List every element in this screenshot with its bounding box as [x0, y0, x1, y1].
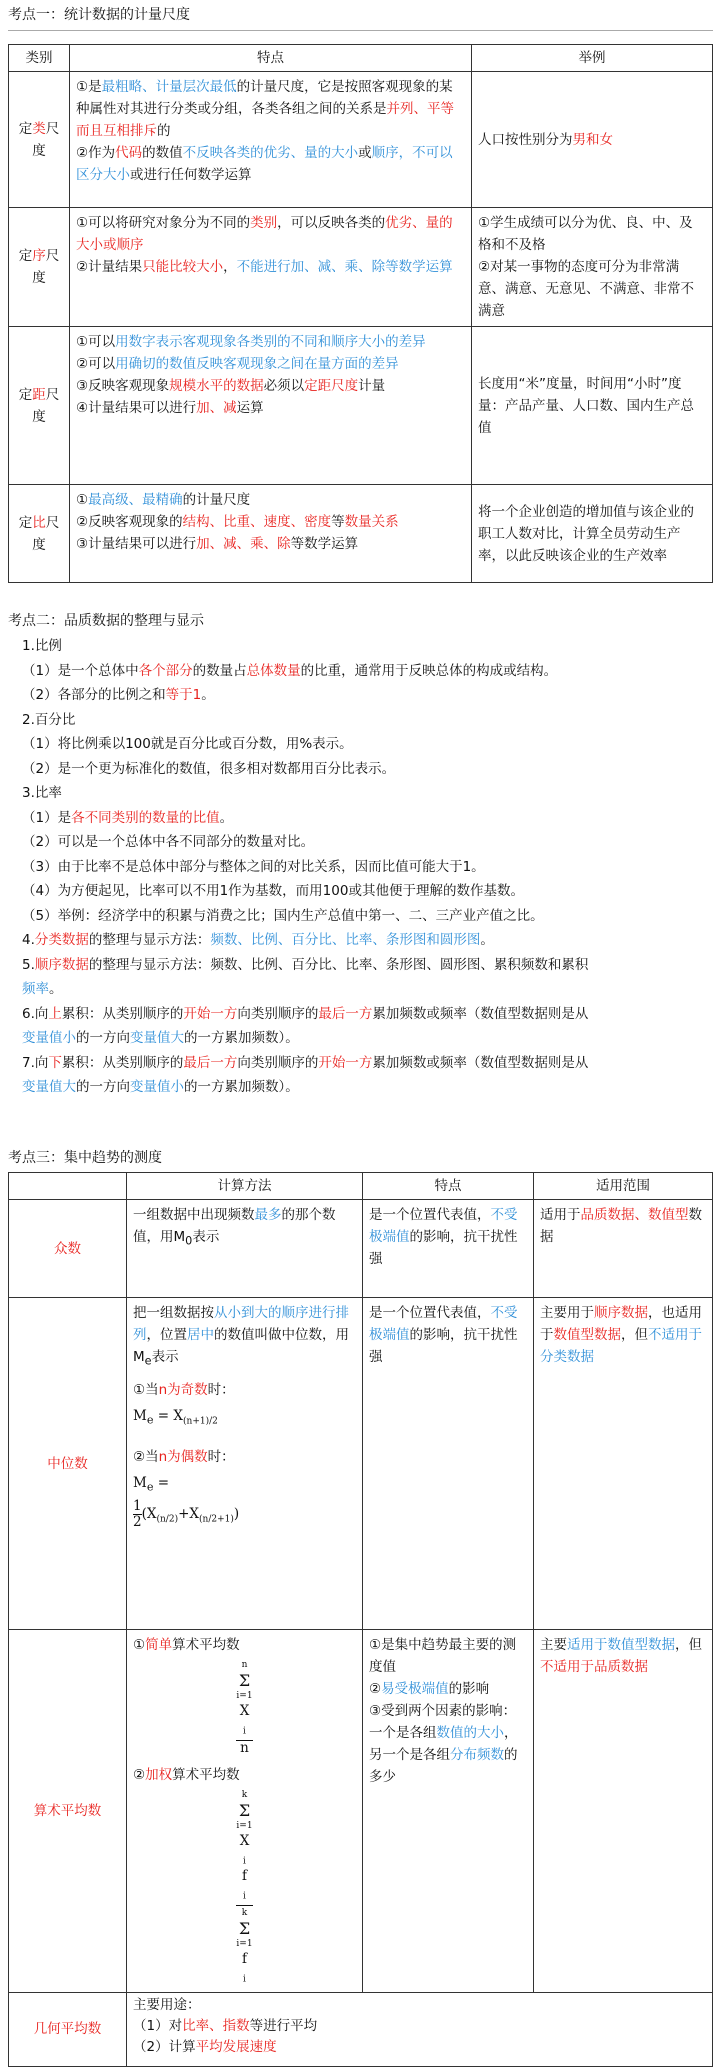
text-run: 7.向: [22, 1054, 49, 1071]
divider: [8, 30, 713, 31]
text-run: ②当: [133, 1449, 159, 1466]
header-category: 类别: [9, 45, 70, 72]
list-item: [22, 683, 709, 708]
text-run: 的影响: [448, 1681, 490, 1697]
text-run: 定: [18, 386, 33, 403]
text-line: [478, 129, 706, 151]
section2-title: 考点二：品质数据的整理与显示: [8, 613, 204, 629]
text-run: 的影响，抗干扰性强: [369, 1229, 518, 1267]
text-run: ③受到两个因素的影响：一个是各组: [369, 1703, 517, 1741]
text-run: 4.: [22, 932, 35, 948]
median-even-formula: $M_e$ = $\frac{1}{2}$ $(X_{(n/2)}+X_{(n/2+1)})$: [133, 1475, 240, 1531]
ratio-feature-cell: [70, 485, 472, 583]
highlight-text: 上: [48, 1005, 62, 1022]
text-run: 。: [201, 687, 215, 703]
text-run: ①当: [133, 1381, 159, 1398]
text-line: [76, 375, 465, 397]
ratio-scale-cell: [9, 485, 70, 583]
table-row: [9, 72, 713, 208]
highlight-text: n为偶数: [158, 1449, 208, 1466]
highlight-text: 总体数量: [246, 662, 301, 679]
text-run: 向类别顺序的: [237, 1054, 319, 1071]
highlight-text: 序: [32, 248, 46, 264]
highlight-text: 加、减、乘、除: [196, 536, 291, 552]
text-run: 定: [18, 248, 33, 264]
highlight-text: 品质数据、数值型: [580, 1207, 689, 1223]
highlight-text: 不适用于品质数据: [540, 1659, 648, 1675]
highlight-text: 开始一方: [318, 1054, 373, 1071]
highlight-text: 比: [32, 514, 46, 531]
text-run: 的数值叫做中位数，用M: [133, 1327, 349, 1365]
highlight-text: 不适用于分类数据: [540, 1327, 702, 1365]
highlight-text: 易受极端值: [381, 1681, 449, 1697]
text-run: 主要用途：: [133, 1996, 201, 2013]
text-line: [76, 353, 465, 375]
text-run: 0: [185, 1234, 193, 1248]
text-run: 频数、比例、百分比、比率、条形图、圆形图、累积频数和累积: [210, 956, 589, 973]
text-run: 6.向: [22, 1005, 49, 1022]
highlight-text: 变量值小: [22, 1030, 76, 1046]
text-line: [133, 2037, 706, 2058]
list-item: [22, 1002, 709, 1027]
text-run: ②: [133, 1766, 146, 1783]
text-run: 定: [18, 120, 33, 137]
text-line: [478, 501, 706, 567]
text-run: ，另一个是各组: [369, 1725, 518, 1763]
text-line: [369, 1204, 527, 1270]
text-run: 。: [480, 932, 494, 948]
highlight-text: 不受极端值: [369, 1305, 518, 1343]
text-line: [369, 1302, 527, 1368]
text-run: 累积：从类别顺序的: [61, 1054, 184, 1071]
text-line: [76, 511, 465, 533]
text-run: ④计量结果可以进行: [76, 400, 197, 416]
mean-feature: [363, 1630, 534, 1993]
text-line: [478, 373, 706, 439]
text-run: ②对某一事物的态度可分为非常满意、满意、无意见、不满意、非常不满意: [478, 259, 694, 319]
header-feature: 特点: [363, 1173, 534, 1200]
text-line: [76, 331, 465, 353]
median-name: 中位数: [9, 1298, 127, 1630]
header-blank: [9, 1173, 127, 1200]
highlight-text: 变量值大: [130, 1030, 184, 1046]
text-line: [540, 1302, 706, 1368]
highlight-text: 各不同类别的数量的比值: [71, 809, 220, 826]
list-item: [22, 1075, 709, 1100]
text-line: [540, 1634, 706, 1678]
text-line: [133, 1995, 706, 2016]
central-tendency-table: [8, 1172, 713, 2067]
text-run: 或进行任何数学运算: [130, 167, 252, 183]
text-run: （1）是: [22, 809, 72, 826]
highlight-text: 顺序数据: [594, 1305, 648, 1321]
text-line: [133, 1204, 356, 1253]
text-run: （2）各部分的比例之和: [22, 687, 166, 703]
text-run: 时：: [207, 1381, 235, 1398]
text-line: [540, 1204, 706, 1248]
text-run: 的多少: [369, 1747, 518, 1785]
text-run: 累积：从类别顺序的: [61, 1005, 184, 1022]
text-run: 的影响，抗干扰性强: [369, 1327, 518, 1365]
text-run: 累加频数或频率（数值型数据则是从: [372, 1005, 589, 1022]
mode-scope: [534, 1200, 713, 1298]
text-run: 的比重，通常用于反映总体的构成或结构。: [300, 662, 558, 679]
text-run: ①是集中趋势最主要的测度值: [369, 1637, 517, 1675]
text-run: 1.比例: [22, 638, 62, 654]
text-run: 5.: [22, 956, 35, 973]
highlight-text: 只能比较大小: [142, 259, 224, 275]
scale-table: [8, 44, 713, 583]
text-run: 是一个位置代表值，: [369, 1207, 491, 1223]
list-item: [22, 1026, 709, 1051]
text-run: 运算: [236, 400, 264, 416]
nominal-feature-cell: [70, 72, 472, 208]
text-run: 尺度: [32, 248, 60, 286]
text-run: ，但: [675, 1637, 702, 1653]
list-item: [22, 928, 709, 953]
mode-method: [127, 1200, 363, 1298]
highlight-text: 适用于数值型数据: [567, 1637, 675, 1653]
text-line: [369, 1700, 527, 1788]
text-line: [133, 2016, 706, 2037]
interval-scale-cell: [9, 327, 70, 485]
highlight-text: 下: [48, 1054, 62, 1071]
text-run: 的计量尺度，它是按照客观现象的某种属性对其进行分类或分组，各类各组之间的关系是: [76, 79, 453, 117]
highlight-text: 变量值大: [22, 1079, 76, 1095]
text-run: 的一方向: [76, 1079, 130, 1095]
highlight-text: 不受极端值: [369, 1207, 518, 1245]
text-line: [76, 533, 465, 555]
text-run: ，也适用于: [540, 1305, 702, 1343]
header-scope: 适用范围: [534, 1173, 713, 1200]
median-scope: [534, 1298, 713, 1630]
text-run: ，可以反映各类的: [277, 215, 386, 231]
interval-feature-cell: [70, 327, 472, 485]
text-run: ①: [76, 492, 89, 508]
text-run: ①: [133, 1637, 146, 1653]
text-run: ③反映客观现象: [76, 378, 170, 394]
highlight-text: 定距尺度: [304, 378, 359, 394]
text-run: 的那个数值，用M: [133, 1207, 336, 1245]
geometric-mean-name: 几何平均数: [9, 1992, 127, 2066]
qualitative-data-list: [22, 634, 709, 1100]
ratio-example-cell: [472, 485, 713, 583]
text-run: （1）是一个总体中: [22, 662, 139, 679]
text-run: ，但: [621, 1327, 648, 1343]
list-item: [22, 855, 709, 880]
text-run: （3）由于比率不是总体中部分与整体之间的对比关系，因而比值可能大于1。: [22, 858, 485, 875]
text-run: ②反映客观现象的: [76, 514, 183, 530]
highlight-text: 最后一方: [183, 1054, 238, 1071]
text-run: 主要用于: [540, 1305, 594, 1321]
text-run: 的一方累加频数）。: [184, 1079, 299, 1095]
text-run: （2）可以是一个总体中各不同部分的数量对比。: [22, 834, 315, 850]
text-line: [133, 1302, 356, 1373]
highlight-text: 最粗略、计量层次最低: [101, 79, 237, 95]
mean-method: [127, 1630, 363, 1993]
geometric-mean-usage: [127, 1992, 713, 2066]
highlight-text: 频数、比例、百分比、比率、条形图和圆形图: [210, 932, 481, 948]
text-run: 的数值: [142, 145, 183, 161]
text-run: 适用于: [540, 1207, 581, 1223]
highlight-text: 类别: [250, 215, 278, 231]
text-run: ①可以: [76, 334, 116, 350]
text-run: （4）为方便起见，比率可以不用1作为基数，而用100或其他便于理解的数作基数。: [22, 883, 524, 899]
highlight-text: 各个部分: [138, 662, 193, 679]
nominal-example-cell: [472, 72, 713, 208]
highlight-text: 平均发展速度: [195, 2038, 277, 2055]
text-line: [369, 1678, 527, 1700]
mean-scope: [534, 1630, 713, 1993]
text-run: 数据: [540, 1207, 702, 1245]
highlight-text: 频率: [22, 981, 49, 997]
text-line: [369, 1634, 527, 1678]
text-run: 的数量占: [192, 662, 247, 679]
highlight-text: 顺序，不可以区分大小: [76, 145, 453, 183]
text-run: 。: [219, 809, 234, 826]
text-run: ①是: [76, 79, 102, 95]
highlight-text: 数值型数据: [553, 1327, 621, 1343]
highlight-text: 加权: [145, 1766, 173, 1783]
list-item: [22, 879, 709, 904]
text-run: 算术平均数: [172, 1637, 240, 1653]
text-line: [76, 489, 465, 511]
highlight-text: 代码: [115, 145, 143, 161]
text-run: 一组数据中出现频数: [133, 1207, 255, 1223]
highlight-text: 用数字表示客观现象各类别的不同和顺序大小的差异: [115, 334, 426, 350]
list-item: [22, 757, 709, 782]
text-line: [76, 76, 465, 142]
highlight-text: 从小到大的顺序进行排列: [133, 1305, 349, 1343]
highlight-text: 距: [32, 386, 46, 403]
table-row: [9, 1630, 713, 1993]
text-run: 尺度: [32, 386, 60, 425]
mean-name: 算术平均数: [9, 1630, 127, 1993]
text-run: 把一组数据按: [133, 1305, 214, 1321]
text-run: 尺度: [32, 514, 60, 553]
section3-title: 考点三：集中趋势的测度: [8, 1150, 162, 1166]
list-item: [22, 830, 709, 855]
text-run: ②可以: [76, 356, 116, 372]
text-run: （1）对: [133, 2017, 183, 2034]
text-run: 等数学运算: [290, 536, 359, 552]
section1-title: 考点一：统计数据的计量尺度: [8, 7, 190, 23]
text-run: 的一方向: [76, 1030, 130, 1046]
table-row: [9, 327, 713, 485]
text-run: 表示: [192, 1229, 220, 1245]
text-run: 3.比率: [22, 785, 62, 801]
highlight-text: 等于1: [165, 687, 202, 703]
text-run: 等进行平均: [249, 2017, 318, 2034]
highlight-text: 分类数据: [34, 932, 89, 948]
ordinal-feature-cell: [70, 208, 472, 327]
list-item: [22, 781, 709, 806]
list-item: [22, 634, 709, 659]
highlight-text: 规模水平的数据: [169, 378, 264, 394]
interval-example-cell: [472, 327, 713, 485]
text-line: [478, 256, 706, 322]
highlight-text: 加、减: [196, 400, 237, 416]
text-run: ②计量结果: [76, 259, 143, 275]
list-item: [22, 904, 709, 929]
text-run: 2.百分比: [22, 711, 76, 728]
text-line: [76, 212, 465, 256]
text-run: 向类别顺序的: [237, 1005, 319, 1022]
text-run: 的一方累加频数）。: [184, 1030, 299, 1046]
text-run: 算术平均数: [172, 1766, 240, 1783]
ordinal-scale-cell: [9, 208, 70, 327]
text-line: [478, 212, 706, 256]
text-run: ③计量结果可以进行: [76, 536, 197, 552]
median-odd-formula: $M_e = X_{(n+1)/2}$: [133, 1407, 218, 1427]
highlight-text: 优劣、量的大小或顺序: [76, 215, 453, 253]
text-run: 定: [18, 514, 33, 531]
text-run: 的整理与显示方法：: [88, 932, 211, 948]
header-example: 举例: [472, 45, 713, 72]
list-item: [22, 977, 709, 1002]
text-run: ，: [223, 259, 237, 275]
text-run: （1）将比例乘以100就是百分比或百分数，用%表示。: [22, 736, 353, 752]
text-run: ②作为: [76, 145, 116, 161]
highlight-text: 并列、平等而且互相排斥: [76, 101, 454, 139]
table-row: [9, 1992, 713, 2066]
text-run: 主要: [540, 1637, 567, 1653]
highlight-text: 最多: [254, 1207, 282, 1223]
text-run: ，位置: [146, 1327, 187, 1343]
simple-mean-formula: n Σ i=1 X $_i$ n: [236, 1660, 253, 1756]
list-item: [22, 732, 709, 757]
table-row: [9, 1298, 713, 1630]
text-run: （5）举例：经济学中的积累与消费之比；国内生产总值中第一、二、三产业产值之比。: [22, 907, 544, 924]
highlight-text: 最后一方: [318, 1005, 373, 1022]
header-method: 计算方法: [127, 1173, 363, 1200]
median-method: [127, 1298, 363, 1630]
text-line: [76, 397, 465, 419]
text-run: 是一个位置代表值，: [369, 1305, 491, 1321]
text-line: [76, 142, 465, 186]
text-run: 。: [49, 981, 63, 997]
text-run: 的计量尺度: [182, 492, 251, 508]
text-run: ①可以将研究对象分为不同的: [76, 215, 251, 231]
text-run: ①学生成绩可以分为优、良、中、及格和不及格: [478, 215, 693, 253]
text-run: e: [144, 1354, 152, 1368]
highlight-text: 结构、比重、速度、密度: [182, 514, 332, 530]
list-item: [22, 708, 709, 733]
list-item: [22, 806, 709, 831]
highlight-text: 分布频数: [450, 1747, 504, 1763]
text-run: 或: [358, 145, 372, 161]
text-run: 尺度: [32, 120, 60, 159]
text-run: （2）是一个更为标准化的数值，很多相对数都用百分比表示。: [22, 760, 396, 777]
text-run: 长度用“米”度量，时间用“小时”度量：产品产量、人口数、国内生产总值: [478, 375, 694, 436]
table-row: [9, 1200, 713, 1298]
highlight-text: 最高级、最精确: [88, 492, 183, 508]
text-run: 表示: [151, 1349, 179, 1365]
highlight-text: 比率、指数: [182, 2017, 250, 2034]
highlight-text: 数值的大小: [436, 1725, 504, 1741]
text-run: 计量: [358, 378, 386, 394]
text-run: ②: [369, 1681, 382, 1697]
text-line: [76, 256, 465, 278]
highlight-text: 顺序数据: [34, 956, 89, 973]
highlight-text: 变量值小: [130, 1079, 184, 1095]
highlight-text: 不反映各类的优劣、量的大小: [182, 145, 359, 161]
text-run: 累加频数或频率（数值型数据则是从: [372, 1054, 589, 1071]
highlight-text: n为奇数: [158, 1381, 208, 1398]
highlight-text: 简单: [145, 1637, 173, 1653]
text-run: （2）计算: [133, 2038, 196, 2055]
text-run: 的: [157, 123, 171, 139]
list-item: [22, 1051, 709, 1076]
table-row: [9, 485, 713, 583]
text-run: 等: [331, 514, 345, 530]
highlight-text: 类: [32, 120, 46, 137]
table-row: [9, 208, 713, 327]
text-run: 人口按性别分为: [478, 131, 573, 148]
mode-feature: [363, 1200, 534, 1298]
mode-name: 众数: [9, 1200, 127, 1298]
text-run: 的整理与显示方法：: [88, 956, 211, 973]
list-item: [22, 953, 709, 978]
highlight-text: 数量关系: [344, 514, 399, 530]
text-run: 必须以: [263, 378, 305, 394]
highlight-text: 不能进行加、减、乘、除等数学运算: [236, 259, 453, 275]
ordinal-example-cell: [472, 208, 713, 327]
highlight-text: 用确切的数值反映客观现象之间在量方面的差异: [115, 356, 399, 372]
header-feature: 特点: [70, 45, 472, 72]
list-item: [22, 659, 709, 684]
highlight-text: 开始一方: [183, 1005, 238, 1022]
median-feature: [363, 1298, 534, 1630]
weighted-mean-formula: k Σ i=1 X $_i$ f $_i$ k Σ i=1 f $_i$: [236, 1789, 253, 1985]
text-run: 将一个企业创造的增加值与该企业的职工人数对比，计算全员劳动生产率，以此反映该企业的生产效率: [478, 503, 694, 564]
text-run: 时：: [207, 1449, 235, 1466]
highlight-text: 居中: [187, 1327, 214, 1343]
highlight-text: 男和女: [572, 131, 613, 148]
nominal-scale-cell: [9, 72, 70, 208]
